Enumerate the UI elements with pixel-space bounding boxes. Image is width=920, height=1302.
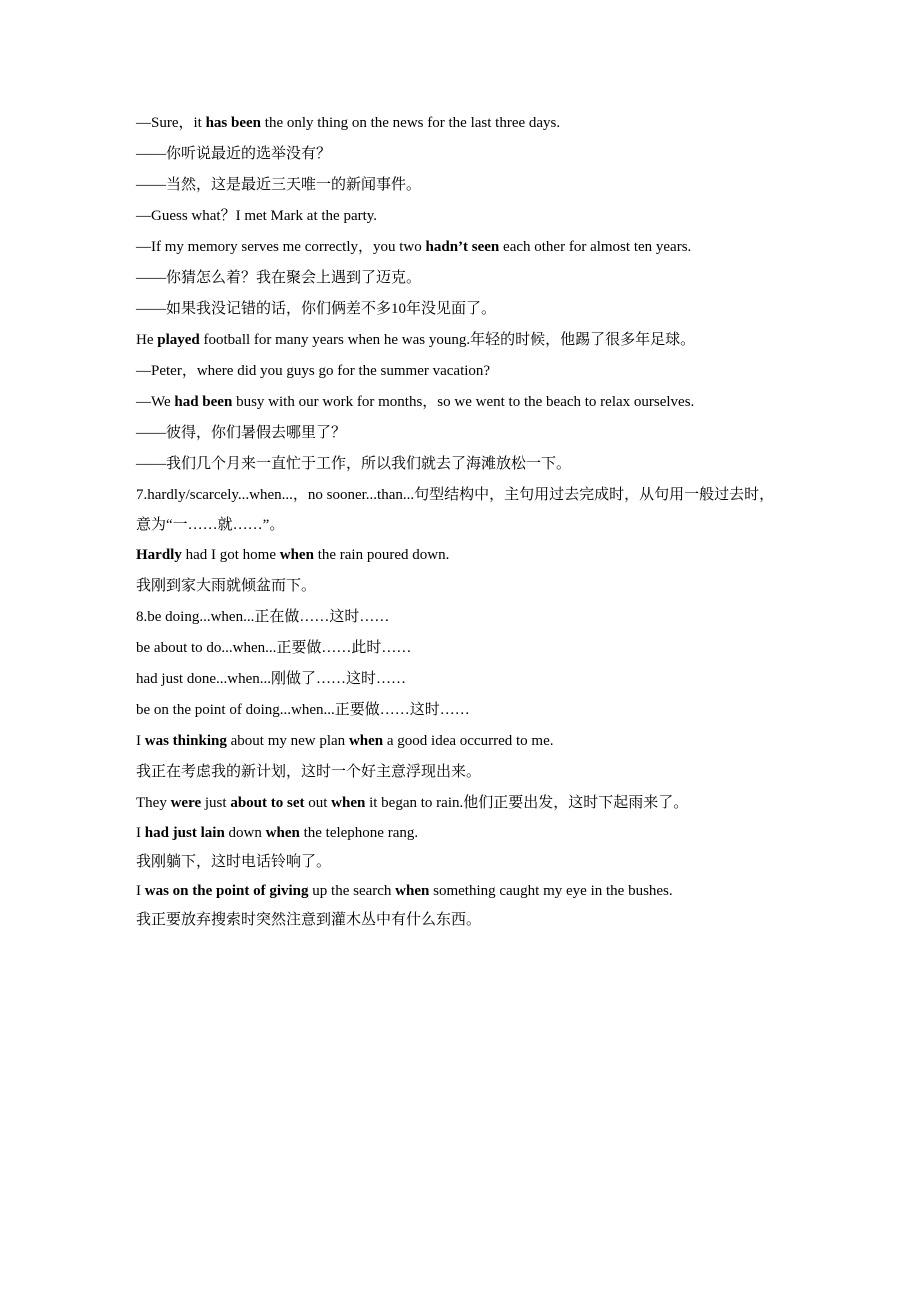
text-line: [136, 232, 786, 263]
text-line: [136, 170, 786, 201]
bold-text: had just lain: [144, 825, 225, 841]
text-segment: I: [136, 733, 145, 749]
text-segment: ——你猜怎么着？我在聚会上遇到了迈克。: [136, 270, 422, 286]
text-segment: —If my memory serves me correctly，you two: [136, 239, 426, 255]
text-line: [136, 877, 786, 906]
text-segment: about my new plan: [226, 733, 349, 749]
text-segment: out: [304, 795, 332, 811]
text-line: [136, 325, 786, 356]
text-segment: —We: [136, 394, 175, 410]
text-line: [136, 263, 786, 294]
text-segment: I: [136, 825, 145, 841]
bold-text: had been: [174, 394, 233, 410]
text-line: [136, 848, 786, 877]
text-segment: 我正要放弃搜索时突然注意到灌木丛中有什么东西。: [136, 912, 482, 928]
text-segment: something caught my eye in the bushes.: [429, 883, 673, 899]
text-segment: the only thing on the news for the last three days.: [261, 115, 561, 131]
text-line: [136, 664, 786, 695]
text-segment: 我刚到家大雨就倾盆而下。: [136, 578, 317, 594]
bold-text: hadn’t seen: [425, 239, 500, 255]
text-line: [136, 757, 786, 788]
text-line: [136, 418, 786, 449]
text-line: [136, 108, 786, 139]
bold-text: when: [331, 795, 366, 811]
text-segment: it began to rain.他们正要出发，这时下起雨来了。: [365, 795, 689, 811]
bold-text: was on the point of giving: [144, 883, 309, 899]
text-segment: ——彼得，你们暑假去哪里了？: [136, 425, 347, 441]
text-segment: just: [201, 795, 231, 811]
text-segment: ——当然，这是最近三天唯一的新闻事件。: [136, 177, 422, 193]
bold-text: when: [279, 547, 314, 563]
text-segment: up the search: [308, 883, 396, 899]
text-line: [136, 695, 786, 726]
text-line: [136, 633, 786, 664]
text-segment: ——我们几个月来一直忙于工作，所以我们就去了海滩放松一下。: [136, 456, 572, 472]
text-segment: —Guess what？I met Mark at the party.: [136, 208, 378, 224]
text-segment: ——你听说最近的选举没有？: [136, 146, 332, 162]
text-segment: the rain poured down.: [313, 547, 450, 563]
text-segment: They: [136, 795, 171, 811]
text-line: [136, 602, 786, 633]
text-segment: had I got home: [181, 547, 280, 563]
text-segment: —Peter，where did you guys go for the summer vacation?: [136, 363, 491, 379]
text-segment: be about to do...when...正要做……此时……: [136, 640, 412, 656]
text-line: [136, 139, 786, 170]
text-segment: a good idea occurred to me.: [383, 733, 554, 749]
text-line: [136, 906, 786, 935]
bold-text: played: [157, 332, 200, 348]
text-segment: 我刚躺下，这时电话铃响了。: [136, 854, 332, 870]
bold-text: was thinking: [144, 733, 227, 749]
text-segment: the telephone rang.: [299, 825, 419, 841]
bold-text: were: [170, 795, 202, 811]
bold-text: about to set: [230, 795, 305, 811]
text-line: [136, 201, 786, 232]
bold-text: has been: [205, 115, 262, 131]
text-segment: be on the point of doing...when...正要做……这时……: [136, 702, 470, 718]
bold-text: when: [395, 883, 430, 899]
document-body: [136, 108, 786, 935]
bold-text: Hardly: [136, 547, 182, 563]
text-line: [136, 294, 786, 325]
text-segment: 我正在考虑我的新计划，这时一个好主意浮现出来。: [136, 764, 482, 780]
text-segment: 8.be doing...when...正在做……这时……: [136, 609, 390, 625]
text-segment: He: [136, 332, 158, 348]
text-segment: each other for almost ten years.: [499, 239, 692, 255]
text-segment: 7.hardly/scarcely...when...，no sooner...than...句型结构中，主句用过去完成时，从句用一般过去时，意为“一……就……”。: [136, 487, 775, 533]
text-segment: ——如果我没记错的话，你们俩差不多10年没见面了。: [136, 301, 497, 317]
bold-text: when: [265, 825, 300, 841]
text-line: [136, 788, 786, 819]
text-line: [136, 819, 786, 848]
text-line: [136, 571, 786, 602]
text-segment: football for many years when he was young.年轻的时候，他踢了很多年足球。: [199, 332, 696, 348]
text-line: [136, 387, 786, 418]
text-line: [136, 726, 786, 757]
text-segment: I: [136, 883, 145, 899]
text-segment: busy with our work for months，so we went to the beach to relax ourselves.: [232, 394, 695, 410]
text-line: [136, 480, 786, 540]
text-segment: —Sure，it: [136, 115, 206, 131]
text-line: [136, 540, 786, 571]
text-segment: had just done...when...刚做了……这时……: [136, 671, 406, 687]
text-segment: down: [224, 825, 266, 841]
text-line: [136, 449, 786, 480]
bold-text: when: [348, 733, 384, 749]
text-line: [136, 356, 786, 387]
